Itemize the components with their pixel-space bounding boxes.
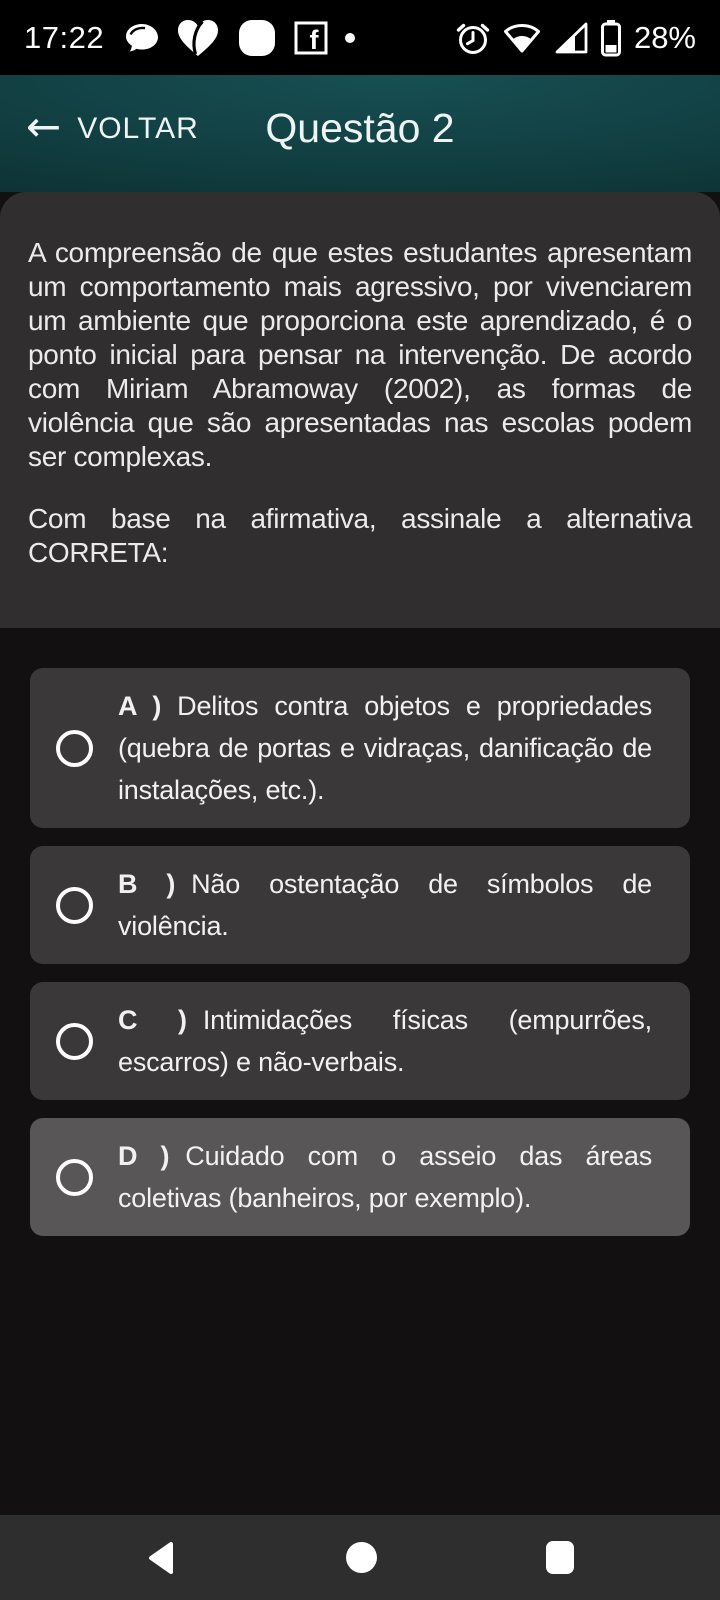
radio-button-d[interactable] xyxy=(56,1159,93,1196)
option-b[interactable] xyxy=(30,846,690,964)
radio-button-b[interactable] xyxy=(56,887,93,924)
option-a-label: A ) xyxy=(118,691,162,721)
option-d-label: D ) xyxy=(118,1141,170,1171)
wifi-icon xyxy=(501,20,543,56)
option-d-text xyxy=(118,1135,690,1219)
option-a-body: Delitos contra objetos e propriedades (quebra de portas e vidraças, danificação de instalações, etc.). xyxy=(118,691,652,805)
radio-cell xyxy=(30,887,118,924)
recents-square-icon xyxy=(546,1541,574,1574)
facebook-icon xyxy=(293,20,329,56)
radio-button-a[interactable] xyxy=(56,730,93,767)
android-nav-bar xyxy=(0,1515,720,1600)
question-card xyxy=(0,192,720,628)
page-title: Questão 2 xyxy=(265,105,455,151)
option-c-text xyxy=(118,999,690,1083)
app-header xyxy=(0,75,720,192)
radio-cell xyxy=(30,730,118,767)
question-paragraph: A compreensão de que estes estudantes apresentam um comportamento mais agressivo, por vivenciarem um ambiente que proporciona este aprendizado, é o ponto inicial para pensar na intervenção. De acordo com Miriam Abramoway (2002), as formas de violência que são apresentadas nas escolas podem ser complexas. xyxy=(28,237,692,472)
alarm-icon xyxy=(454,19,492,57)
heart-icon xyxy=(175,18,221,58)
app-squircle-icon xyxy=(236,17,278,59)
question-instruction: Com base na afirmativa, assinale a alternativa CORRETA: xyxy=(28,503,692,568)
option-c[interactable] xyxy=(30,982,690,1100)
back-button-label: VOLTAR xyxy=(77,111,199,145)
options-list xyxy=(30,668,690,1236)
nav-recents-button[interactable] xyxy=(546,1541,574,1574)
signal-icon xyxy=(552,20,590,56)
status-bar xyxy=(0,0,720,75)
battery-percent: 28% xyxy=(633,19,696,55)
home-circle-icon xyxy=(346,1542,377,1573)
battery-icon xyxy=(599,18,623,58)
option-d[interactable] xyxy=(30,1118,690,1236)
option-a-text xyxy=(118,685,690,811)
nav-back-button[interactable] xyxy=(146,1540,176,1576)
radio-button-c[interactable] xyxy=(56,1023,93,1060)
svg-text:f: f xyxy=(309,24,319,55)
system-icons xyxy=(454,18,696,58)
option-c-body: Intimidações físicas (empurrões, escarros) e não-verbais. xyxy=(118,1005,652,1077)
status-time: 17:22 xyxy=(24,19,105,55)
option-b-label: B ) xyxy=(118,869,176,899)
radio-cell xyxy=(30,1159,118,1196)
notification-icons xyxy=(122,17,356,59)
back-button[interactable] xyxy=(26,101,199,151)
nav-home-button[interactable] xyxy=(346,1542,377,1573)
back-triangle-icon xyxy=(146,1540,176,1576)
option-b-text xyxy=(118,863,690,947)
option-a[interactable] xyxy=(30,668,690,828)
back-arrow-icon: ← xyxy=(26,101,62,151)
radio-cell xyxy=(30,1023,118,1060)
overflow-dot-icon xyxy=(344,32,356,44)
chat-bubble-icon xyxy=(122,19,160,57)
option-d-body: Cuidado com o asseio das áreas coletivas (banheiros, por exemplo). xyxy=(118,1141,652,1213)
option-c-label: C ) xyxy=(118,1005,187,1035)
option-b-body: Não ostentação de símbolos de violência. xyxy=(118,869,652,941)
